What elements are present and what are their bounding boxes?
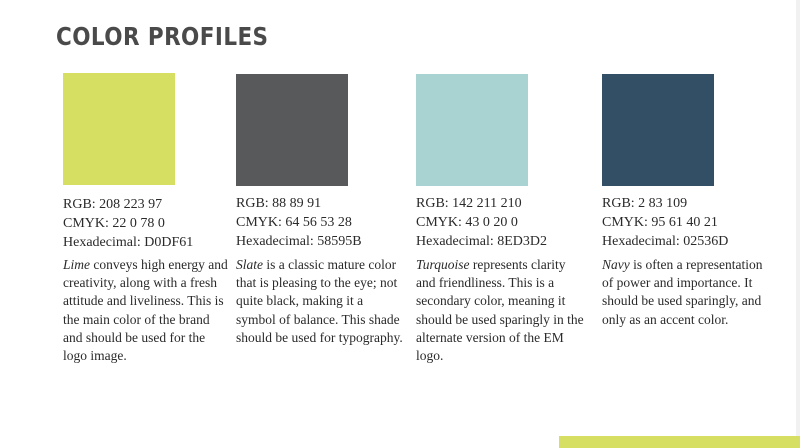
rgb-value: RGB: 2 83 109 (602, 196, 688, 211)
rgb-value: RGB: 208 223 97 (63, 197, 163, 212)
color-name: Lime (63, 257, 90, 272)
color-description (236, 256, 404, 347)
color-description (416, 256, 584, 365)
page-title: COLOR PROFILES (56, 22, 269, 51)
hex-value: Hexadecimal: D0DF61 (63, 235, 194, 250)
rgb-value: RGB: 88 89 91 (236, 196, 322, 211)
color-profile-navy (602, 74, 770, 329)
rgb-value: RGB: 142 211 210 (416, 196, 522, 211)
hex-value: Hexadecimal: 02536D (602, 234, 729, 249)
color-name: Turquoise (416, 257, 470, 272)
color-profile-slate (236, 74, 404, 347)
accent-bar (559, 436, 800, 448)
cmyk-value: CMYK: 95 61 40 21 (602, 215, 718, 230)
description-text: is a classic mature color that is pleasing to the eye; not quite black, making it a symbol of balance. This shade should be used for typography. (236, 257, 403, 345)
color-description (602, 256, 770, 329)
hex-value: Hexadecimal: 8ED3D2 (416, 234, 548, 249)
color-swatch-turquoise (416, 74, 528, 186)
cmyk-value: CMYK: 43 0 20 0 (416, 215, 518, 230)
color-swatch-navy (602, 74, 714, 186)
description-text: conveys high energy and creativity, along with a fresh attitude and liveliness. This is the main color of the brand and should be used for the logo image. (63, 257, 228, 364)
color-description (63, 256, 231, 365)
color-swatch-slate (236, 74, 348, 186)
description-text: represents clarity and friendliness. This is a secondary color, meaning it should be used sparingly in the alternate version of the EM logo. (416, 257, 584, 364)
cmyk-value: CMYK: 64 56 53 28 (236, 215, 352, 230)
hex-value: Hexadecimal: 58595B (236, 234, 362, 249)
right-edge-strip (796, 0, 800, 448)
color-swatch-lime (63, 73, 175, 185)
cmyk-value: CMYK: 22 0 78 0 (63, 216, 165, 231)
color-profile-lime (63, 73, 231, 365)
color-name: Slate (236, 257, 263, 272)
color-profile-turquoise (416, 74, 584, 365)
description-text: is often a representation of power and importance. It should be used sparingly, and only as an accent color. (602, 257, 763, 327)
color-name: Navy (602, 257, 630, 272)
